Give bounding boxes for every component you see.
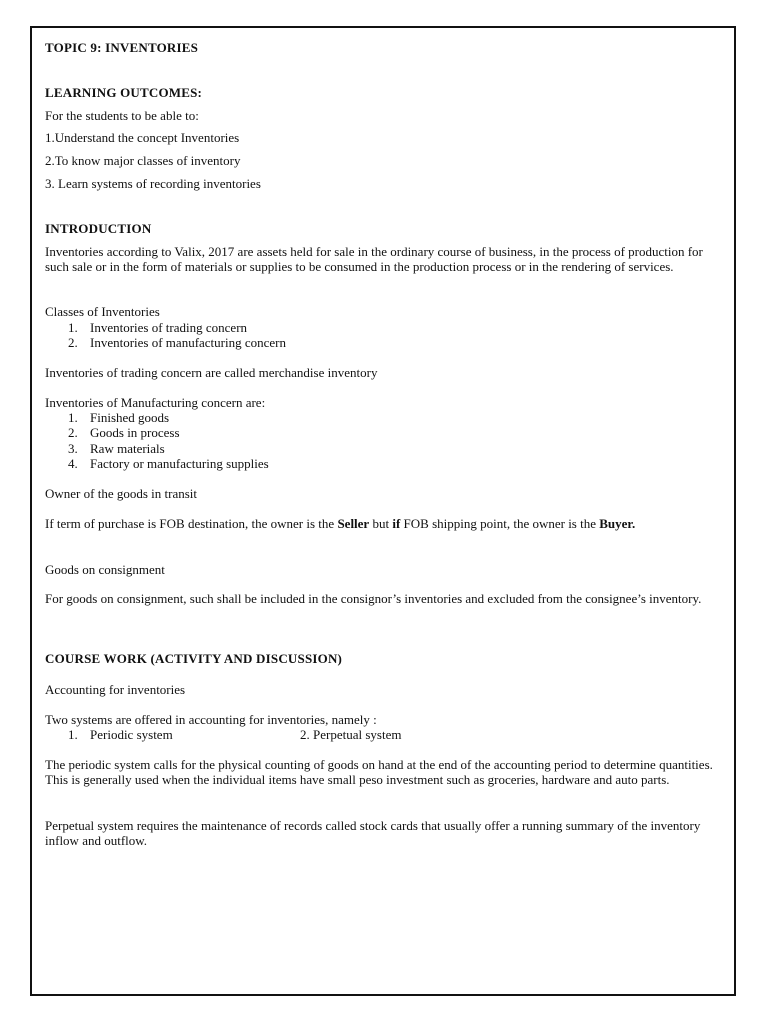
fob-buyer: Buyer. [599, 516, 636, 531]
list-number: 1. [68, 410, 78, 425]
course-work-heading: COURSE WORK (ACTIVITY AND DISCUSSION) [45, 651, 343, 666]
outcome-item-1: 1.Understand the concept Inventories [45, 130, 240, 145]
list-number: 1. [68, 320, 78, 335]
accounting-subheading: Accounting for inventories [45, 682, 186, 697]
outcome-item-3: 3. Learn systems of recording inventories [45, 176, 261, 191]
fob-text-3: FOB shipping point, the owner is the [400, 516, 600, 531]
list-text: Goods in process [90, 425, 180, 440]
fob-paragraph [45, 516, 725, 531]
fob-if: if [392, 516, 401, 531]
introduction-heading: INTRODUCTION [45, 221, 152, 236]
learning-outcomes-heading: LEARNING OUTCOMES: [45, 85, 203, 100]
classes-heading: Classes of Inventories [45, 304, 160, 319]
introduction-paragraph: Inventories according to Valix, 2017 are assets held for sale in the ordinary course of business, in the process of production for such sale or in the form of materials or supplies to be consumed in the production process or in the rendering of services. [45, 244, 703, 274]
systems-intro: Two systems are offered in accounting for inventories, namely : [45, 712, 377, 727]
list-text: Factory or manufacturing supplies [90, 456, 269, 471]
perpetual-paragraph: Perpetual system requires the maintenance of records called stock cards that usually offer a running summary of the inventory inflow and outflow. [45, 818, 701, 848]
list-text: Finished goods [90, 410, 170, 425]
learning-outcomes-intro: For the students to be able to: [45, 108, 199, 123]
list-text-2: 2. Perpetual system [300, 727, 402, 742]
list-number: 1. [68, 727, 78, 742]
list-number: 2. [68, 425, 78, 440]
list-number: 3. [68, 441, 78, 456]
consignment-heading: Goods on consignment [45, 562, 165, 577]
list-text: Periodic system [90, 727, 173, 742]
list-number: 4. [68, 456, 78, 471]
list-text: Raw materials [90, 441, 165, 456]
periodic-paragraph: The periodic system calls for the physical counting of goods on hand at the end of the accounting period to determine quantities. This is generally used when the individual items have small peso investment such as groceries, hardware and auto parts. [45, 757, 713, 787]
fob-seller: Seller [337, 516, 370, 531]
consignment-paragraph: For goods on consignment, such shall be included in the consignor’s inventories and excluded from the consignee’s inventory. [45, 591, 702, 606]
page-border [30, 26, 736, 996]
manufacturing-heading: Inventories of Manufacturing concern are: [45, 395, 266, 410]
topic-title: TOPIC 9: INVENTORIES [45, 40, 199, 55]
transit-heading: Owner of the goods in transit [45, 486, 198, 501]
outcome-item-2: 2.To know major classes of inventory [45, 153, 241, 168]
fob-text-1: If term of purchase is FOB destination, the owner is the [45, 516, 338, 531]
list-number: 2. [68, 335, 78, 350]
list-text: Inventories of manufacturing concern [90, 335, 287, 350]
trading-concern-line: Inventories of trading concern are called merchandise inventory [45, 365, 378, 380]
list-text: Inventories of trading concern [90, 320, 248, 335]
fob-text-2: but [369, 516, 393, 531]
